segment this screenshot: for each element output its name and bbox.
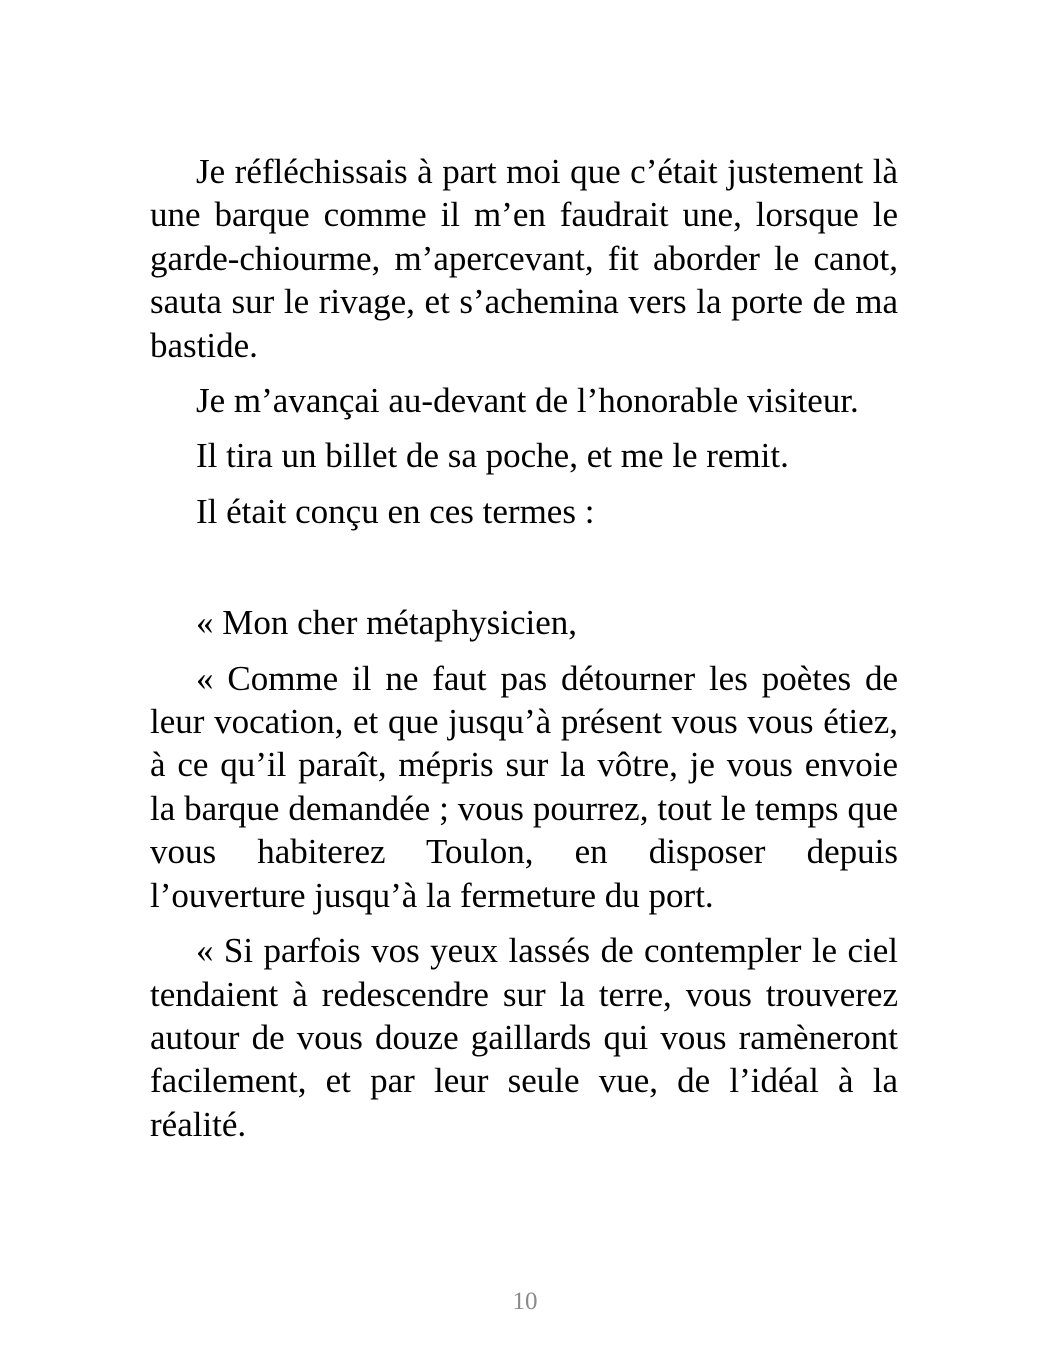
letter-salutation: « Mon cher métaphysicien, <box>196 603 578 643</box>
letter-paragraph: « Si parfois vos yeux lassés de contempler le ciel tendaient à redescendre sur la terre, vous trouverez autour de vous douze gaillards qui vous ramèneront facilement, et par leur seule vue, de l’idéal à la réalité. <box>150 931 898 1144</box>
page-body <box>150 150 898 1158</box>
paragraph: Je m’avançai au-devant de l’honorable visiteur. <box>196 381 859 421</box>
paragraph: Je réfléchissais à part moi que c’était justement là une barque comme il m’en faudrait une, lorsque le garde-chiourme, m’apercevant, fit aborder le canot, sauta sur le rivage, et s’achemina vers la porte de ma bastide. <box>150 152 898 365</box>
paragraph: Il tira un billet de sa poche, et me le remit. <box>196 436 789 476</box>
page-number: 10 <box>512 1288 538 1315</box>
paragraph: Il était conçu en ces termes : <box>196 491 595 531</box>
letter-paragraph: « Comme il ne faut pas détourner les poètes de leur vocation, et que jusqu’à présent vous vous étiez, à ce qu’il paraît, mépris sur la vôtre, je vous envoie la barque demandée ; vous pourrez, tout le temps que vous habiterez Toulon, en disposer depuis l’ouverture jusqu’à la fermeture du port. <box>150 658 898 915</box>
